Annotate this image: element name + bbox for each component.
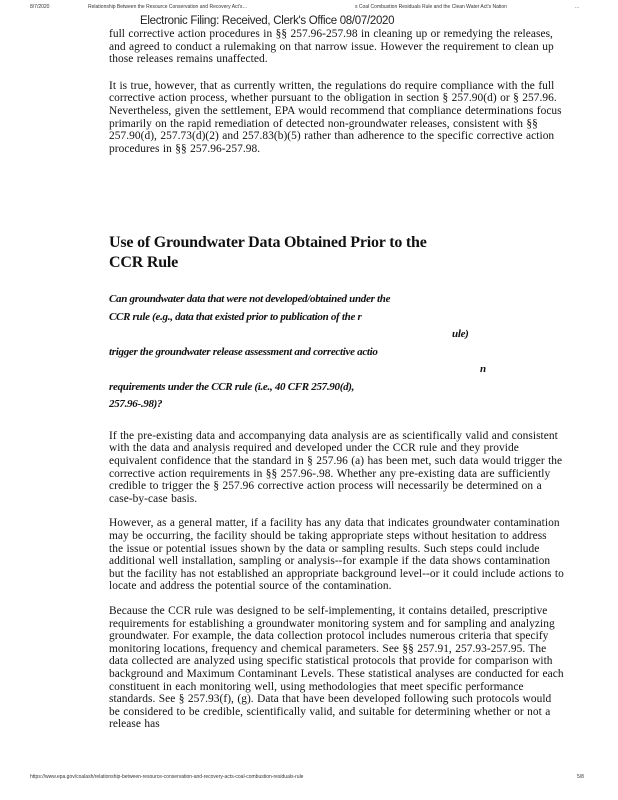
footer-page-number: 5/8 xyxy=(577,774,584,780)
question-line-tail: ule) xyxy=(452,328,469,341)
filing-stamp: Electronic Filing: Received, Clerk's Office 08/07/2020 xyxy=(140,15,395,27)
paragraph: It is true, however, that as currently written, the regulations do require compliance with the full corrective action process, whether pursuant to the obligation in section § 257.90(d) or § 257.96. Nevertheless, given the settlement, EPA would recommend that compliance determinations focus primarily on the rapid remediation of detected non-groundwater releases, consistent with §§ 257.90(d), 257.73(d)(2) and 257.83(b)(5) rather than adherence to the specific corrective action procedures in §§ 257.96-257.98. xyxy=(109,79,562,155)
question-block xyxy=(109,291,489,414)
section-heading: Use of Groundwater Data Obtained Prior to the CCR Rule xyxy=(109,234,427,272)
paragraph: full corrective action procedures in §§ 257.96-257.98 in cleaning up or remedying the releases, and agreed to conduct a rulemaking on that narrow issue. However the requirement to clean up those releases remains unaffected. xyxy=(109,28,554,66)
paragraph: If the pre-existing data and accompanying data analysis are as scientifically valid and consistent with the data and analysis required and developed under the CCR rule and they provide equivalent confidence that the standard in § 257.96 (a) has been met, such data would trigger the corrective action requirements in §§ 257.96-.98. Whether any pre-existing data are sufficiently credible to trigger the § 257.96 corrective action process will necessarily be determined on a case-by-case basis. xyxy=(109,429,563,505)
header-title-continued: s Coal Combustion Residuals Rule and the Clean Water Act's Nation xyxy=(355,4,507,10)
header-date: 8/7/2020 xyxy=(30,4,50,10)
question-line: Can groundwater data that were not developed/obtained under the xyxy=(109,293,391,306)
header-ellipsis: ... xyxy=(575,4,580,10)
page-content xyxy=(109,28,564,743)
paragraph: Because the CCR rule was designed to be self-implementing, it contains detailed, prescriptive requirements for establishing a groundwater monitoring system and for sampling and analyzing groundwater. For example, the data collection protocol includes numerous criteria that specify monitoring locations, frequency and chemical parameters. See §§ 257.91, 257.93-257.95. The data collected are analyzed using specific statistical protocols that provide for comparison with background and Maximum Contaminant Levels. These statistical analyses are conducted for each constituent in each monitoring well, using methodologies that meet specific performance standards. See § 257.93(f), (g). Data that have been developed following such protocols would be considered to be credible, scientifically valid, and suitable for determining whether or not a release has xyxy=(109,604,564,731)
question-line-tail: n xyxy=(480,363,486,376)
paragraph: However, as a general matter, if a facility has any data that indicates groundwater contamination may be occurring, the facility should be taking appropriate steps without hesitation to address the issue or potential issues shown by the data or sampling results. Such steps could include additional well installation, sampling or analysis--for example if the data shows contamination but the facility has not established an appropriate background level--or it could include actions to locate and address the potential source of the contamination. xyxy=(109,517,564,593)
question-line xyxy=(109,309,489,344)
question-line-text: CCR rule (e.g., data that existed prior to publication of the r xyxy=(109,310,362,323)
footer-url[interactable]: https://www.epa.gov/coalash/relationship-between-resource-conservation-and-recovery-acts-coal-combustion-residuals-rule xyxy=(30,774,304,780)
question-line: 257.96-.98)? xyxy=(109,398,163,411)
question-line: requirements under the CCR rule (i.e., 40 CFR 257.90(d), xyxy=(109,380,355,393)
question-line-text: trigger the groundwater release assessment and corrective actio xyxy=(109,345,378,358)
header-title: Relationship Between the Resource Conservation and Recovery Act's… xyxy=(88,4,248,10)
question-line xyxy=(109,344,489,379)
